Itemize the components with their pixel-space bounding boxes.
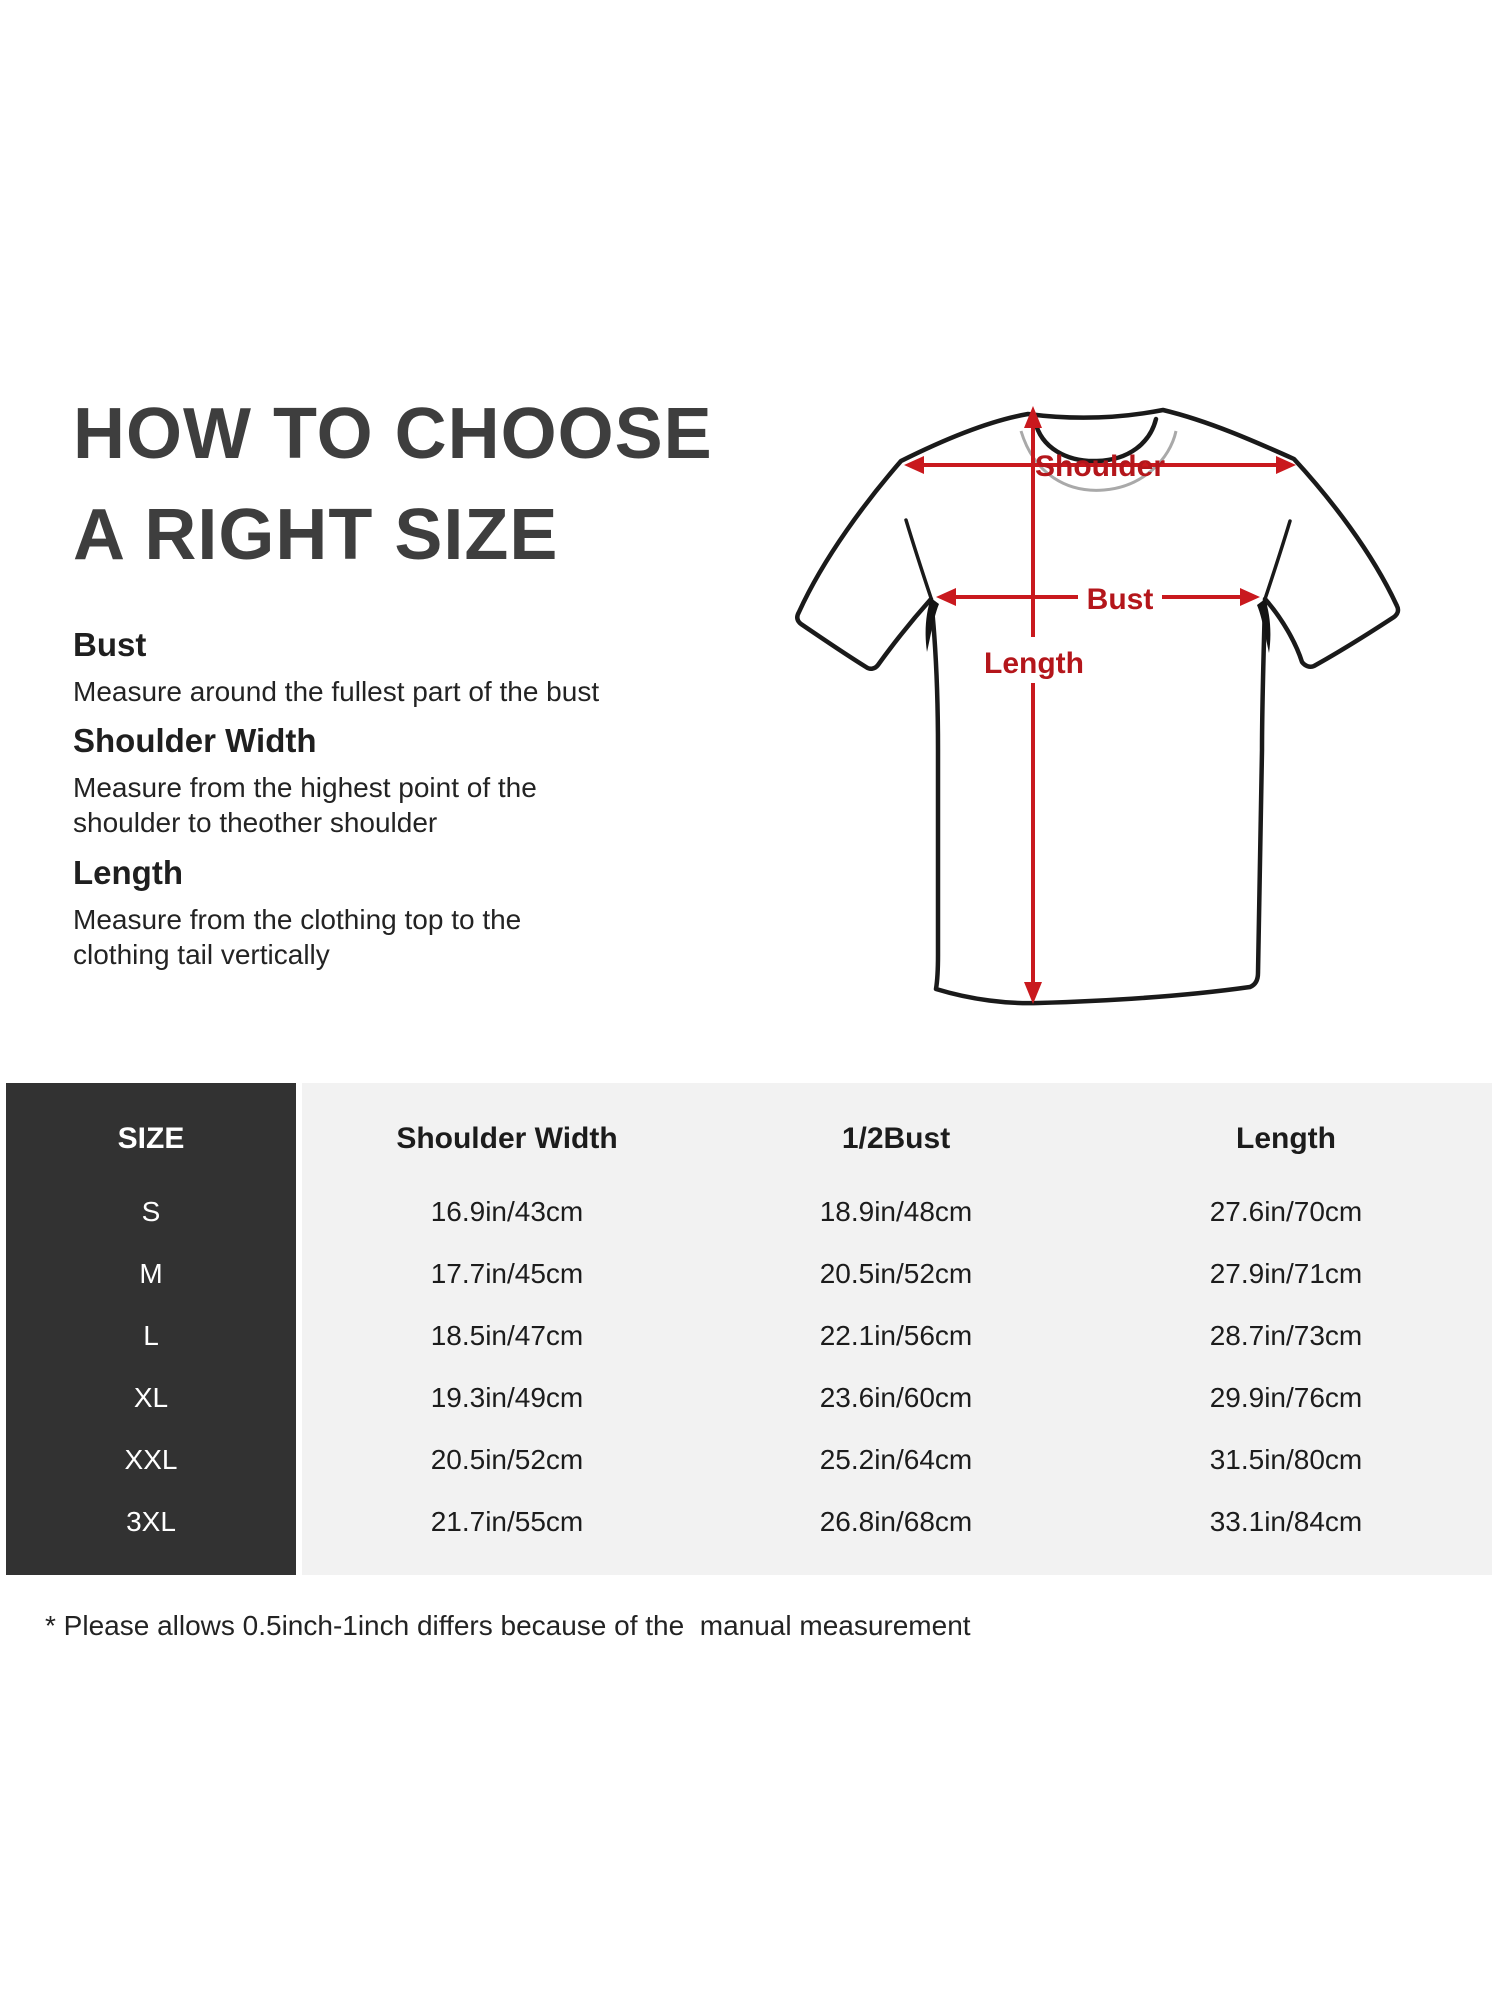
half-bust-value: 20.5in/52cm bbox=[819, 1258, 973, 1289]
page-title-line1: HOW TO CHOOSE bbox=[73, 394, 713, 474]
shoulder-width-value: 17.7in/45cm bbox=[430, 1258, 584, 1289]
shoulder-width-column-header: Shoulder Width bbox=[396, 1122, 618, 1155]
size-label: L bbox=[143, 1320, 159, 1351]
size-column bbox=[6, 1083, 296, 1575]
shoulder-width-value: 21.7in/55cm bbox=[430, 1506, 584, 1537]
length-value: 29.9in/76cm bbox=[1209, 1382, 1363, 1413]
section-length-heading: Length bbox=[73, 854, 183, 891]
measurement-disclaimer: * Please allows 0.5inch-1inch differs because of the manual measurement bbox=[45, 1610, 971, 1641]
half-bust-column-cells bbox=[712, 1181, 1080, 1553]
section-bust-heading: Bust bbox=[73, 626, 147, 663]
section-length bbox=[73, 853, 693, 972]
length-column-header: Length bbox=[1236, 1122, 1336, 1155]
size-column-header: SIZE bbox=[117, 1122, 185, 1155]
size-label: M bbox=[139, 1258, 163, 1289]
length-value: 27.9in/71cm bbox=[1209, 1258, 1363, 1289]
tshirt-outline bbox=[797, 410, 1398, 1003]
section-bust-text: Measure around the fullest part of the bust bbox=[73, 676, 600, 707]
shoulder-width-value: 18.5in/47cm bbox=[430, 1320, 584, 1351]
half-bust-value: 18.9in/48cm bbox=[819, 1196, 973, 1227]
section-shoulder-heading: Shoulder Width bbox=[73, 722, 317, 759]
half-bust-column-header: 1/2Bust bbox=[841, 1122, 951, 1155]
section-shoulder-text-line2: shoulder to theother shoulder bbox=[73, 807, 438, 838]
size-table bbox=[6, 1083, 1492, 1575]
length-label: Length bbox=[984, 647, 1084, 680]
size-label: XL bbox=[133, 1382, 169, 1413]
size-label: XXL bbox=[124, 1444, 178, 1475]
page-title-line2: A RIGHT SIZE bbox=[73, 495, 559, 575]
half-bust-value: 25.2in/64cm bbox=[819, 1444, 973, 1475]
half-bust-value: 23.6in/60cm bbox=[819, 1382, 973, 1413]
length-value: 28.7in/73cm bbox=[1209, 1320, 1363, 1351]
shoulder-width-value: 19.3in/49cm bbox=[430, 1382, 584, 1413]
half-bust-column bbox=[712, 1083, 1080, 1575]
length-column-cells bbox=[1080, 1181, 1492, 1553]
page-title bbox=[73, 384, 713, 586]
section-shoulder-text-line1: Measure from the highest point of the bbox=[73, 772, 537, 803]
size-label: 3XL bbox=[126, 1506, 176, 1537]
shoulder-width-column bbox=[302, 1083, 712, 1575]
section-shoulder-width bbox=[73, 721, 693, 840]
length-column bbox=[1080, 1083, 1492, 1575]
length-value: 27.6in/70cm bbox=[1209, 1196, 1363, 1227]
section-length-text-line1: Measure from the clothing top to the bbox=[73, 904, 522, 935]
bust-label: Bust bbox=[1086, 583, 1154, 616]
size-column-cells bbox=[6, 1181, 296, 1553]
section-length-text-line2: clothing tail vertically bbox=[73, 939, 330, 970]
shoulder-label: Shoulder bbox=[1034, 450, 1166, 483]
half-bust-value: 26.8in/68cm bbox=[819, 1506, 973, 1537]
section-bust bbox=[73, 625, 693, 709]
shoulder-width-value: 20.5in/52cm bbox=[430, 1444, 584, 1475]
shoulder-width-value: 16.9in/43cm bbox=[430, 1196, 584, 1227]
half-bust-value: 22.1in/56cm bbox=[819, 1320, 973, 1351]
size-label: S bbox=[141, 1196, 161, 1227]
length-value: 33.1in/84cm bbox=[1209, 1506, 1363, 1537]
tshirt-measurement-diagram bbox=[760, 360, 1500, 1060]
length-value: 31.5in/80cm bbox=[1209, 1444, 1363, 1475]
shoulder-width-column-cells bbox=[302, 1181, 712, 1553]
